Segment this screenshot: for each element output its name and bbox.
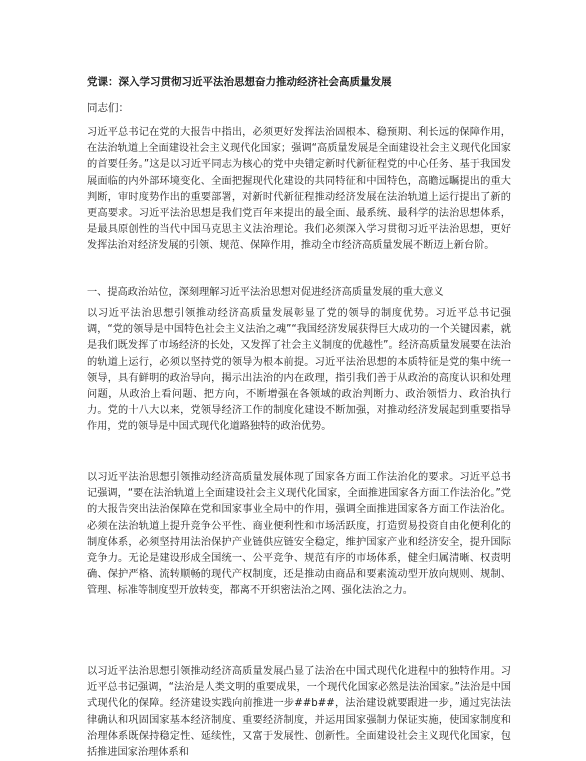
salutation: 同志们： bbox=[87, 102, 129, 114]
paragraph-party-leadership: 以习近平法治思想引领推动经济高质量发展彰显了党的领导的制度优势。习近平总书记强调，“党的领导是中国特色社会主义法治之魂”“我国经济发展获得巨大成功的一个关键因素，就是我们既发挥了市场经济的长处，又发挥了社会主义制度的优越性”。经济高质量发展要在法治的轨道上运行，必须以坚持党的领导为根本前提。习近平法治思想的本质特征是党的集中统一领导，具有鲜明的政治导向，揭示出法治的内在政理，指引我们善于从政治的高度认识和处理问题，从政治上看问题、把方向，不断增强在各领域的政治判断力、政治领悟力、政治执行力。党的十八大以来，党领导经济工作的制度化建设不断加强，对推动经济发展起到重要指导作用，党的领导是中国式现代化道路独特的政治优势。 bbox=[87, 308, 511, 433]
section-heading-1: 一、提高政治站位，深刻理解习近平法治思想对促进经济高质量发展的重大意义 bbox=[87, 287, 444, 298]
paragraph-rule-of-law-role: 以习近平法治思想引领推动经济高质量发展凸显了法治在中国式现代化进程中的独特作用。习近平总书记强调，“法治是人类文明的重要成果，一个现代化国家必然是法治国家。”法治是中国式现代化的保障。经济建设实践向前推进一步##b##，法治建设就要跟进一步，通过宪法法律确认和巩固国家基本经济制度、重要经济制度，并运用国家强制力保证实施，使国家制度和治理体系既保持稳定性、延续性，又富于发展性、创新性。全面建设社会主义现代化国家，包括推进国家治理体系和 bbox=[87, 666, 511, 759]
document-title: 党课：深入学习贯彻习近平法治思想奋力推动经济社会高质量发展 bbox=[87, 76, 392, 88]
paragraph-rule-of-law-requirements: 以习近平法治思想引领推动经济高质量发展体现了国家各方面工作法治化的要求。习近平总书记强调，“要在法治轨道上全面建设社会主义现代化国家，全面推进国家各方面工作法治化。”党的大报告突出法治保障在党和国家事业全局中的作用，强调全面推进国家各方面工作法治化。必须在法治轨道上提升竞争公平性、商业便利性和市场活跃度，打造贸易投资自由化便利化的制度体系，必须坚持用法治保护产业链供应链安全稳定，维护国家产业和经济安全，提升国际竞争力。无论是建设形成全国统一、公平竞争、规范有序的市场体系，健全归属清晰、权责明确、保护严格、流转顺畅的现代产权制度，还是推动由商品和要素流动型开放向规则、规制、管理、标准等制度型开放转变，都离不开织密法治之网、强化法治之力。 bbox=[87, 472, 511, 597]
paragraph-intro: 习近平总书记在党的大报告中指出，必须更好发挥法治固根本、稳预期、利长远的保障作用，在法治轨道上全面建设社会主义现代化国家；强调“高质量发展是全面建设社会主义现代化国家的首要任务。”这是以习近平同志为核心的党中央错定新时代新征程党的中心任务、基于我国发展面临的内外部环境变化、全面把握现代化建设的共同特征和中国特色，高瞻远瞩提出的重大判断，审时度势作出的重要部署，对新时代新征程推动经济发展在法治轨道上运行提出了新的更高要求。习近平法治思想是我们党百年来提出的最全面、最系统、最科学的法治思想体系，是最具原创性的当代中国马克思主义法治理论。我们必须深入学习贯彻习近平法治思想，更好发挥法治对经济发展的引领、规范、保障作用，推动全市经济高质量发展不断迈上新台阶。 bbox=[87, 127, 511, 252]
